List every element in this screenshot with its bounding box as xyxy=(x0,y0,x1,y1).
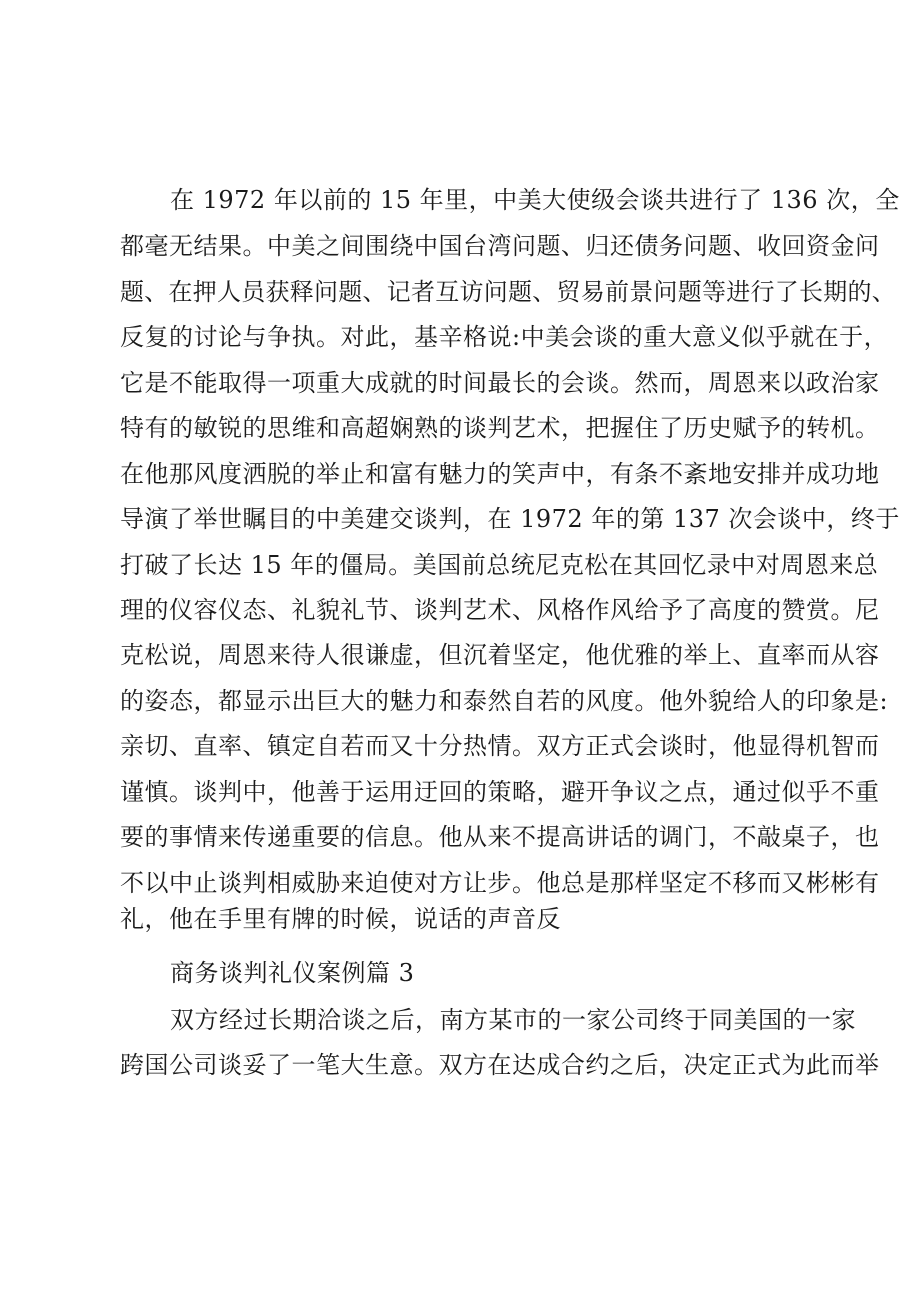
paragraph-1-line-12: 的姿态，都显示出巨大的魅力和泰然自若的风度。他外貌给人的印象是: xyxy=(120,687,889,715)
section-heading: 商务谈判礼仪案例篇 3 xyxy=(170,959,415,987)
paragraph-1-line-10: 理的仪容仪态、礼貌礼节、谈判艺术、风格作风给予了高度的赞赏。尼 xyxy=(120,596,880,624)
paragraph-1-line-8: 导演了举世瞩目的中美建交谈判，在 1972 年的第 137 次会谈中，终于 xyxy=(120,505,900,533)
paragraph-1-line-16: 不以中止谈判相威胁来迫使对方让步。他总是那样坚定不移而又彬彬有 xyxy=(120,869,880,897)
paragraph-2-line-1: 双方经过长期洽谈之后，南方某市的一家公司终于同美国的一家 xyxy=(170,1006,856,1034)
paragraph-2-line-2: 跨国公司谈妥了一笔大生意。双方在达成合约之后，决定正式为此而举 xyxy=(120,1051,880,1079)
paragraph-1-line-17: 礼，他在手里有牌的时候，说话的声音反 xyxy=(120,905,561,933)
paragraph-1-line-14: 谨慎。谈判中，他善于运用迂回的策略，避开争议之点，通过似乎不重 xyxy=(120,778,880,806)
paragraph-1-line-1: 在 1972 年以前的 15 年里，中美大使级会谈共进行了 136 次，全 xyxy=(170,186,900,214)
paragraph-1-line-4: 反复的讨论与争执。对此，基辛格说:中美会谈的重大意义似乎就在于， xyxy=(120,323,889,351)
paragraph-1-line-13: 亲切、直率、镇定自若而又十分热情。双方正式会谈时，他显得机智而 xyxy=(120,732,880,760)
paragraph-1-line-9: 打破了长达 15 年的僵局。美国前总统尼克松在其回忆录中对周恩来总 xyxy=(120,551,879,579)
paragraph-1-line-15: 要的事情来传递重要的信息。他从来不提高讲话的调门，不敲桌子，也 xyxy=(120,823,880,851)
paragraph-1-line-6: 特有的敏锐的思维和高超娴熟的谈判艺术，把握住了历史赋予的转机。 xyxy=(120,414,880,442)
paragraph-1-line-3: 题、在押人员获释问题、记者互访问题、贸易前景问题等进行了长期的、 xyxy=(120,278,896,306)
paragraph-1-line-5: 它是不能取得一项重大成就的时间最长的会谈。然而，周恩来以政治家 xyxy=(120,369,880,397)
paragraph-1-line-2: 都毫无结果。中美之间围绕中国台湾问题、归还债务问题、收回资金问 xyxy=(120,232,880,260)
paragraph-1-line-11: 克松说，周恩来待人很谦虚，但沉着坚定，他优雅的举上、直率而从容 xyxy=(120,641,880,669)
paragraph-1-line-7: 在他那风度洒脱的举止和富有魅力的笑声中，有条不紊地安排并成功地 xyxy=(120,460,880,488)
